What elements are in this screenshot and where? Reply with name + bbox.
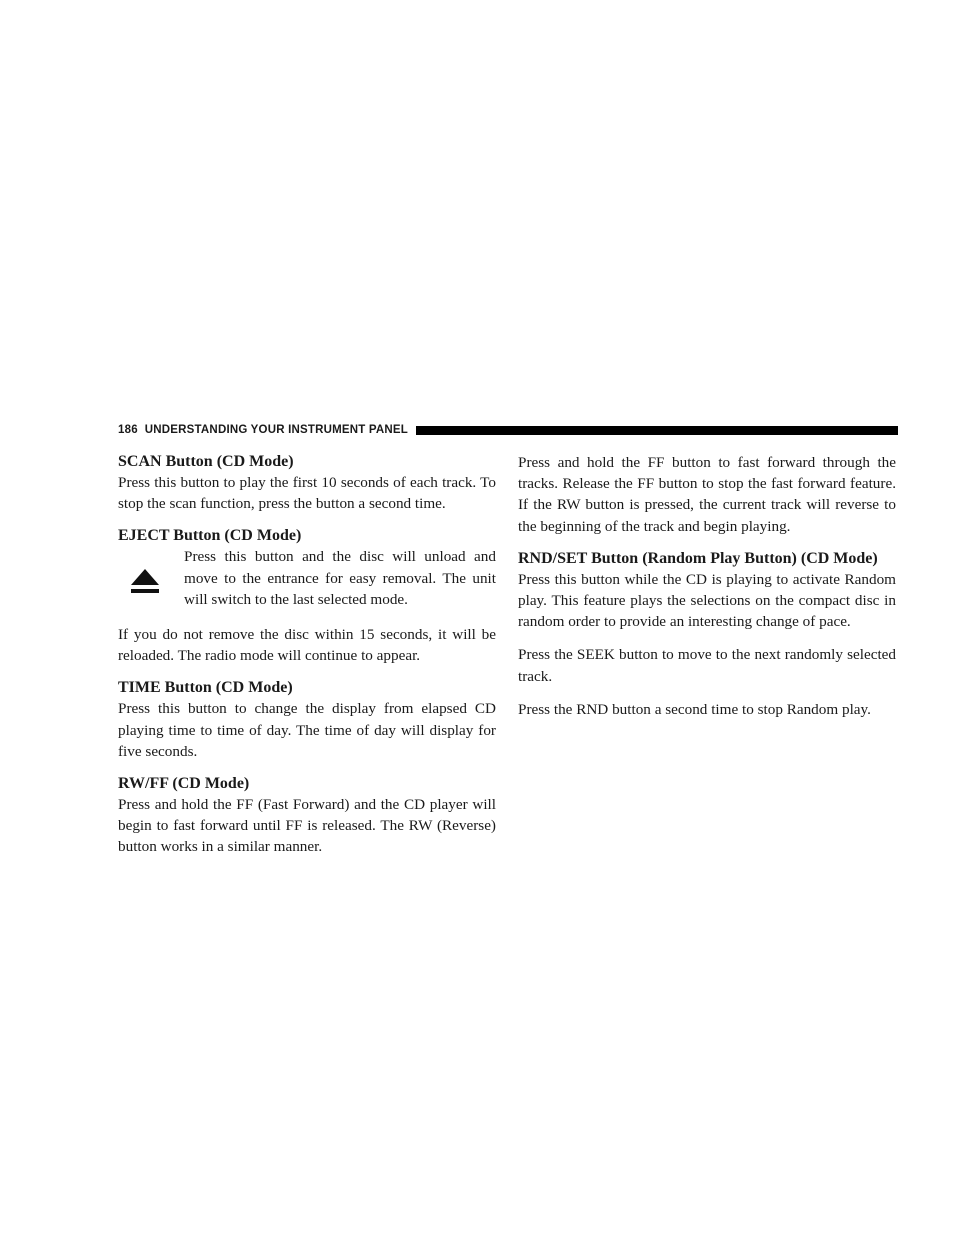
eject-note: If you do not remove the disc within 15 seconds, it will be reloaded. The radio mode will continue to appear. — [118, 626, 496, 665]
rnd-body: Press this button while the CD is playing to activate Random play. This feature plays the selections on the compact disc in random order to provide an interesting change of pace. — [518, 570, 896, 631]
rnd-stop-note: Press the RND button a second time to stop Random play. — [518, 700, 871, 718]
eject-block — [118, 546, 496, 610]
left-column — [118, 452, 496, 858]
page-number: 186 — [118, 424, 138, 436]
section-title: UNDERSTANDING YOUR INSTRUMENT PANEL — [144, 424, 408, 436]
rnd-heading: RND/SET Button (Random Play Button) (CD Mode) — [518, 549, 878, 567]
rwff-heading: RW/FF (CD Mode) — [118, 775, 250, 793]
header-rule — [416, 426, 898, 435]
eject-body: Press this button and the disc will unload and move to the entrance for easy removal. The unit will switch to the last selected mode. — [184, 548, 496, 608]
eject-icon — [118, 546, 184, 610]
rwff-body: Press and hold the FF (Fast Forward) and the CD player will begin to fast forward until FF is released. The RW (Reverse) button works in a similar manner. — [118, 796, 496, 856]
scan-body: Press this button to play the first 10 seconds of each track. To stop the scan function, press the button a second time. — [118, 474, 496, 513]
time-heading: TIME Button (CD Mode) — [118, 679, 293, 697]
eject-heading: EJECT Button (CD Mode) — [118, 527, 302, 545]
seek-note: Press the SEEK button to move to the next randomly selected track. — [518, 646, 896, 685]
time-body: Press this button to change the display from elapsed CD playing time to time of day. The time of day will display for five seconds. — [118, 700, 496, 760]
right-column — [518, 452, 896, 720]
scan-heading: SCAN Button (CD Mode) — [118, 453, 294, 470]
rwff-continued: Press and hold the FF button to fast forward through the tracks. Release the FF button to stop the fast forward feature. If the RW button is pressed, the current track will reverse to the beginning of the track and begin playing. — [518, 454, 896, 535]
page-header — [118, 423, 898, 437]
